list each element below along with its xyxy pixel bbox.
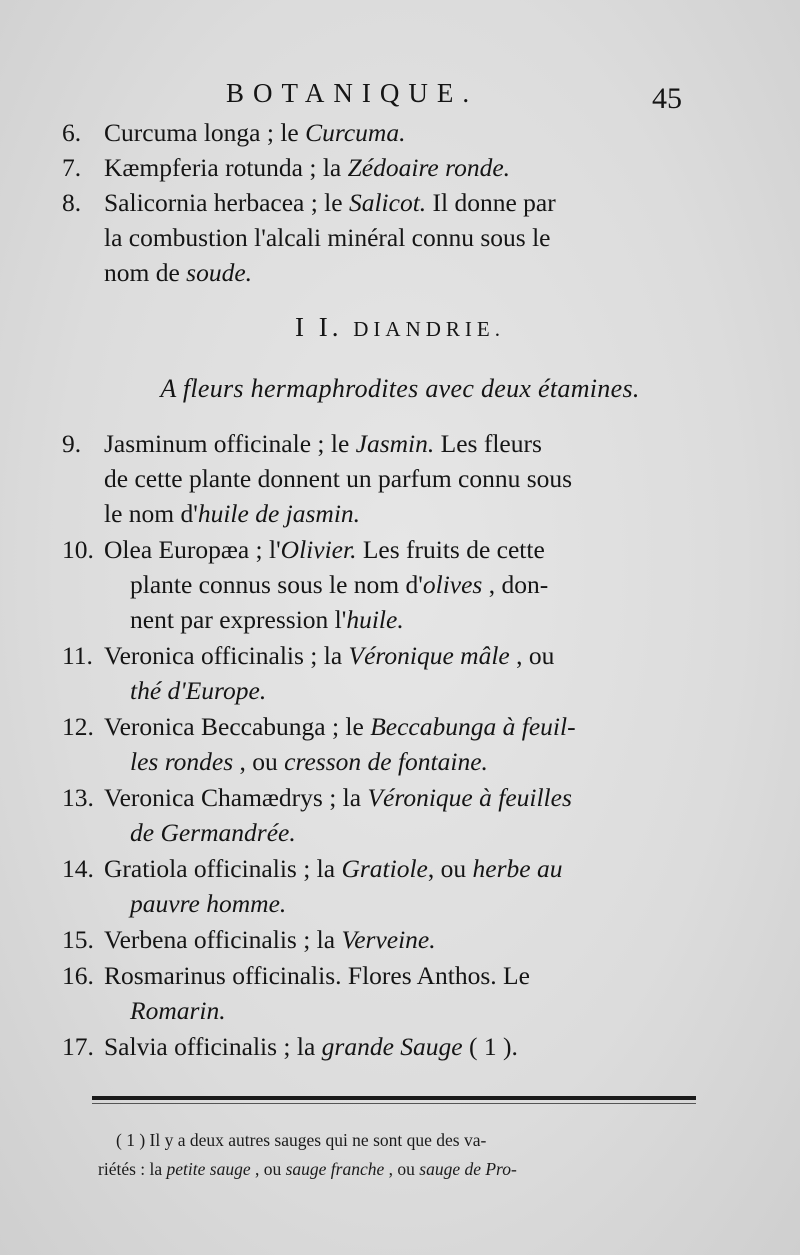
entry-line (104, 532, 696, 567)
text-segment: le nom d' (104, 499, 198, 528)
entry-line (104, 602, 696, 637)
text-segment: Gratiola officinalis ; la (104, 854, 342, 883)
entry-item (0, 426, 800, 531)
entry-line (104, 780, 696, 815)
italic-text: Salicot. (348, 188, 427, 217)
entry-line (104, 185, 696, 220)
text-segment: Veronica officinalis ; la (104, 641, 349, 670)
text-segment: , ou (427, 854, 473, 883)
italic-text: thé d'Europe. (130, 676, 267, 705)
footnote-line (98, 1155, 708, 1184)
entry-number: 6. (62, 118, 82, 147)
italic-text: sauge franche (285, 1159, 385, 1179)
entry-item (0, 185, 800, 290)
section-number: I I. (295, 312, 343, 342)
italic-text: Verveine. (341, 925, 436, 954)
text-segment: Salvia officinalis ; la (104, 1032, 322, 1061)
italic-text: les rondes (130, 747, 234, 776)
entry-line (104, 115, 696, 150)
section-name: DIANDRIE. (353, 317, 505, 341)
text-segment: Curcuma longa ; le (104, 118, 306, 147)
entry-line (104, 709, 696, 744)
italic-text: huile de jasmin. (197, 499, 361, 528)
text-segment: ( 1 ). (462, 1032, 518, 1061)
entry-item (0, 150, 800, 185)
entry-number: 14. (62, 854, 94, 883)
italic-text: Curcuma. (305, 118, 406, 147)
italic-text: olives (422, 570, 483, 599)
text-segment: , don- (482, 570, 549, 599)
entry-line (104, 958, 696, 993)
footnote-line (98, 1126, 708, 1155)
text-segment: Jasminum officinale ; le (104, 429, 356, 458)
text-segment: , ou (384, 1159, 420, 1179)
italic-text: huile. (346, 605, 404, 634)
page-header (0, 78, 800, 118)
text-segment: , ou (233, 747, 285, 776)
entry-number: 12. (62, 712, 94, 741)
entry-line (104, 426, 696, 461)
italic-text: Olivier. (280, 535, 357, 564)
text-segment: , ou (250, 1159, 286, 1179)
text-segment: la combustion l'alcali minéral connu sous le (104, 223, 551, 252)
entry-item (0, 922, 800, 957)
entry-item (0, 780, 800, 850)
entry-line (104, 744, 696, 779)
text-segment: de cette plante donnent un parfum connu sous (104, 464, 573, 493)
text-segment: , ou (509, 641, 555, 670)
entry-line (104, 567, 696, 602)
text-segment: Veronica Chamædrys ; la (104, 783, 368, 812)
entry-list-bottom (0, 426, 800, 1064)
entry-number: 15. (62, 925, 94, 954)
entry-item (0, 115, 800, 150)
italic-text: Zédoaire ronde. (347, 153, 511, 182)
entry-number: 9. (62, 429, 82, 458)
entry-line (104, 220, 696, 255)
italic-text: herbe au (472, 854, 563, 883)
italic-text: pauvre homme. (130, 889, 287, 918)
footnote-rule (92, 1096, 696, 1100)
entry-item (0, 851, 800, 921)
entry-number: 16. (62, 961, 94, 990)
italic-text: grande Sauge (321, 1032, 463, 1061)
text-segment: plante connus sous le nom d' (130, 570, 423, 599)
entry-line (104, 673, 696, 708)
entry-number: 7. (62, 153, 82, 182)
text-segment: Verbena officinalis ; la (104, 925, 342, 954)
text-segment: Kæmpferia rotunda ; la (104, 153, 348, 182)
text-segment: Olea Europæa ; l' (104, 535, 281, 564)
entry-line (104, 461, 696, 496)
entry-line (104, 150, 696, 185)
text-segment: Salicornia herbacea ; le (104, 188, 349, 217)
italic-text: de Germandrée. (130, 818, 296, 847)
entry-number: 11. (62, 641, 93, 670)
running-title: BOTANIQUE. (226, 78, 479, 108)
entry-line (104, 496, 696, 531)
italic-text: Véronique à feuilles (367, 783, 572, 812)
entry-number: 8. (62, 188, 82, 217)
italic-text: cresson de fontaine. (284, 747, 488, 776)
entry-number: 13. (62, 783, 94, 812)
text-segment: Rosmarinus officinalis. Flores Anthos. Le (104, 961, 530, 990)
entry-line (104, 255, 696, 290)
text-segment: Il donne par (426, 188, 556, 217)
entry-line (104, 1029, 696, 1064)
italic-text: Véronique mâle (348, 641, 510, 670)
entry-number: 10. (62, 535, 94, 564)
entry-item (0, 532, 800, 637)
page-content (0, 115, 800, 1064)
text-segment: riétés : la (98, 1159, 167, 1179)
italic-text: soude. (186, 258, 253, 287)
page-number: 45 (652, 82, 682, 115)
entry-line (104, 638, 696, 673)
entry-line (104, 815, 696, 850)
footnote (98, 1126, 708, 1184)
italic-text: Jasmin. (355, 429, 435, 458)
entry-item (0, 709, 800, 779)
entry-item (0, 638, 800, 708)
italic-text: petite sauge (166, 1159, 251, 1179)
italic-text: sauge de Pro- (419, 1159, 517, 1179)
entry-item (0, 1029, 800, 1064)
italic-text: Gratiole (341, 854, 428, 883)
text-segment: ( 1 ) Il y a deux autres sauges qui ne sont que des va- (116, 1130, 487, 1150)
entry-item (0, 958, 800, 1028)
text-segment: nom de (104, 258, 187, 287)
text-segment: nent par expression l' (130, 605, 347, 634)
italic-text: Beccabunga à feuil- (370, 712, 576, 741)
footnote-rule-thin (92, 1103, 696, 1104)
text-segment: Veronica Beccabunga ; le (104, 712, 371, 741)
entry-list-top (0, 115, 800, 290)
entry-number: 17. (62, 1032, 94, 1061)
entry-line (104, 922, 696, 957)
section-subtitle: A fleurs hermaphrodites avec deux étamines. (160, 374, 640, 403)
entry-line (104, 851, 696, 886)
section-title (0, 310, 800, 347)
italic-text: Romarin. (130, 996, 226, 1025)
entry-line (104, 993, 696, 1028)
entry-line (104, 886, 696, 921)
text-segment: Les fleurs (434, 429, 542, 458)
text-segment: Les fruits de cette (356, 535, 545, 564)
